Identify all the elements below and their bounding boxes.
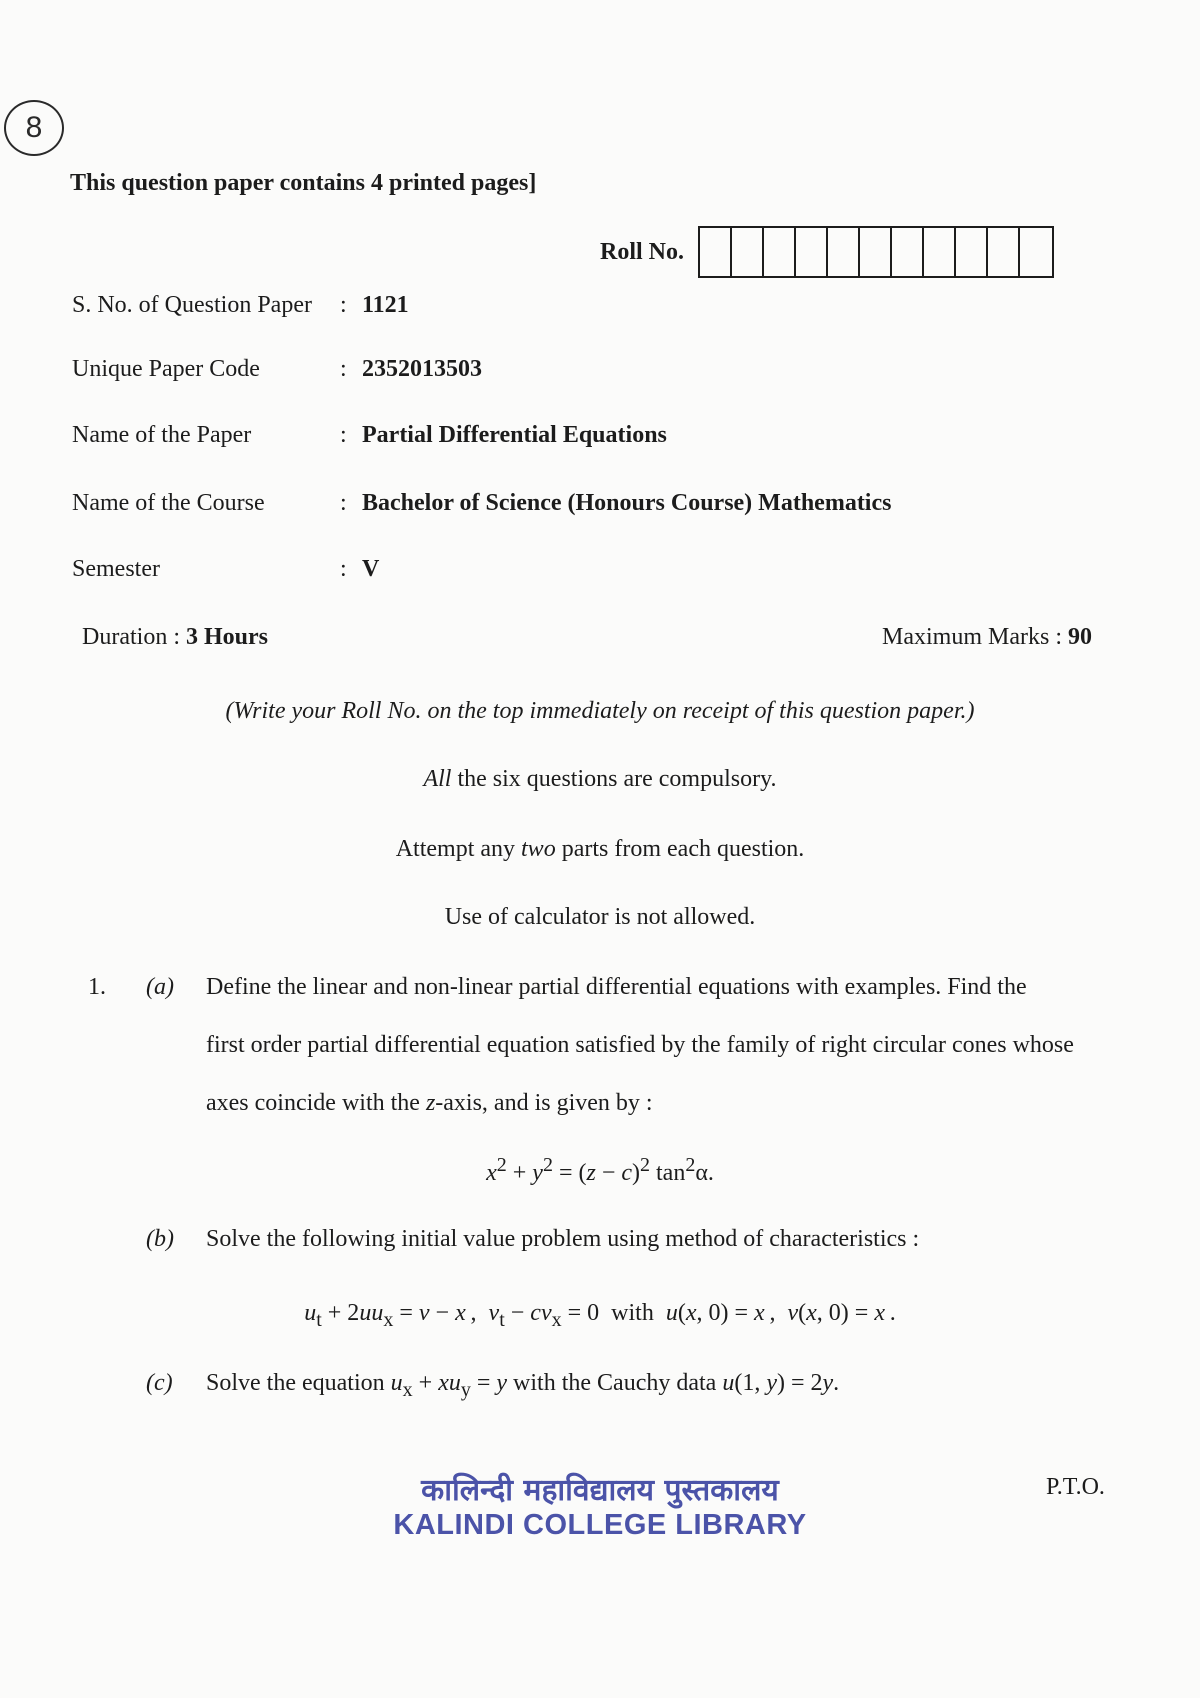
meta-value: V: [362, 556, 380, 582]
question-text: Solve the equation $u_x + xu_y = y$ with the Cauchy data u(1, y) = 2y.: [206, 1370, 840, 1401]
meta-paper-name: [72, 422, 1092, 449]
meta-label: Semester: [72, 556, 160, 582]
instruction-calculator: Use of calculator is not allowed.: [444, 904, 756, 930]
instruction-attempt-prefix: Attempt any: [395, 836, 522, 862]
meta-colon: :: [340, 422, 347, 448]
question-text-suffix: -axis, and is given by :: [435, 1090, 653, 1116]
meta-semester: [72, 556, 1092, 583]
question-text-prefix: Solve the equation: [206, 1370, 391, 1396]
question-text-mid: with the Cauchy data: [507, 1370, 723, 1396]
roll-cell: [828, 228, 860, 276]
roll-cell: [860, 228, 892, 276]
roll-number-box: [600, 226, 1054, 278]
question-text: [206, 1090, 1106, 1117]
max-marks: [882, 624, 1092, 651]
instruction-attempt-em: two: [521, 836, 556, 862]
question-text: Solve the following initial value problem using method of characteristics :: [206, 1226, 920, 1252]
meta-label: Name of the Course: [72, 490, 265, 516]
roll-cell: [1020, 228, 1052, 276]
printed-pages-note: This question paper contains 4 printed pages]: [70, 170, 537, 196]
instruction-attempt: [0, 836, 1200, 863]
duration-label: Duration :: [82, 624, 180, 650]
max-marks-label: Maximum Marks :: [882, 624, 1062, 650]
meta-value: Partial Differential Equations: [362, 422, 667, 448]
please-turn-over: P.T.O.: [1046, 1474, 1105, 1500]
instruction-compulsory-em: All: [423, 766, 452, 792]
library-stamp: [390, 1468, 810, 1542]
roll-cell: [700, 228, 732, 276]
meta-colon: :: [340, 490, 347, 516]
max-marks-value: 90: [1068, 624, 1092, 650]
meta-value: Bachelor of Science (Honours Course) Mathematics: [362, 490, 892, 516]
question-text-var: z: [425, 1090, 436, 1116]
instruction-compulsory: [0, 766, 1200, 793]
instruction-attempt-rest: parts from each question.: [555, 836, 805, 862]
meta-value: 2352013503: [362, 356, 482, 382]
library-stamp-english: KALINDI COLLEGE LIBRARY: [393, 1509, 807, 1541]
meta-serial-number: [72, 292, 1092, 319]
question-text-prefix: axes coincide with the: [206, 1090, 426, 1116]
meta-label: Unique Paper Code: [72, 356, 260, 382]
question-text: Define the linear and non-linear partial differential equations with examples. Find the: [206, 974, 1027, 1000]
roll-cell: [988, 228, 1020, 276]
duration: [82, 624, 268, 651]
question-number: 1.: [88, 974, 106, 1000]
roll-cell: [892, 228, 924, 276]
meta-colon: :: [340, 556, 347, 582]
meta-colon: :: [340, 292, 347, 318]
meta-paper-code: [72, 356, 1092, 383]
meta-label: Name of the Paper: [72, 422, 252, 448]
question-part-label: (a): [146, 974, 174, 1000]
question-text: first order partial differential equation satisfied by the family of right circular cones whose: [206, 1032, 1074, 1058]
roll-cell: [956, 228, 988, 276]
roll-cell: [796, 228, 828, 276]
roll-cell: [924, 228, 956, 276]
instruction-roll: (Write your Roll No. on the top immediately on receipt of this question paper.): [225, 698, 975, 724]
instruction-compulsory-rest: the six questions are compulsory.: [451, 766, 777, 792]
page-number-mark: 8: [4, 100, 64, 156]
meta-label: S. No. of Question Paper: [72, 292, 312, 318]
equation-cone: $x^2 + y^2 = (z - c)^2$ $\tan^2\alpha$.: [486, 1154, 714, 1186]
equation-ivp: $u_t + 2uu_x = v - x$ , $v_t - cv_x = 0$ with u(x, 0) = x , v(x, 0) = x .: [304, 1300, 896, 1331]
question-part-label: (b): [146, 1226, 174, 1252]
roll-no-label: Roll No.: [600, 238, 684, 265]
roll-number-cells: [698, 226, 1054, 278]
roll-cell: [732, 228, 764, 276]
library-stamp-hindi: कालिन्दी महाविद्यालय पुस्तकालय: [421, 1473, 779, 1508]
duration-marks-row: [82, 624, 1092, 651]
duration-value: 3 Hours: [185, 624, 268, 650]
meta-course-name: [72, 490, 1092, 517]
question-part-label: (c): [146, 1370, 173, 1396]
meta-colon: :: [340, 356, 347, 382]
meta-value: 1121: [362, 292, 409, 318]
roll-cell: [764, 228, 796, 276]
